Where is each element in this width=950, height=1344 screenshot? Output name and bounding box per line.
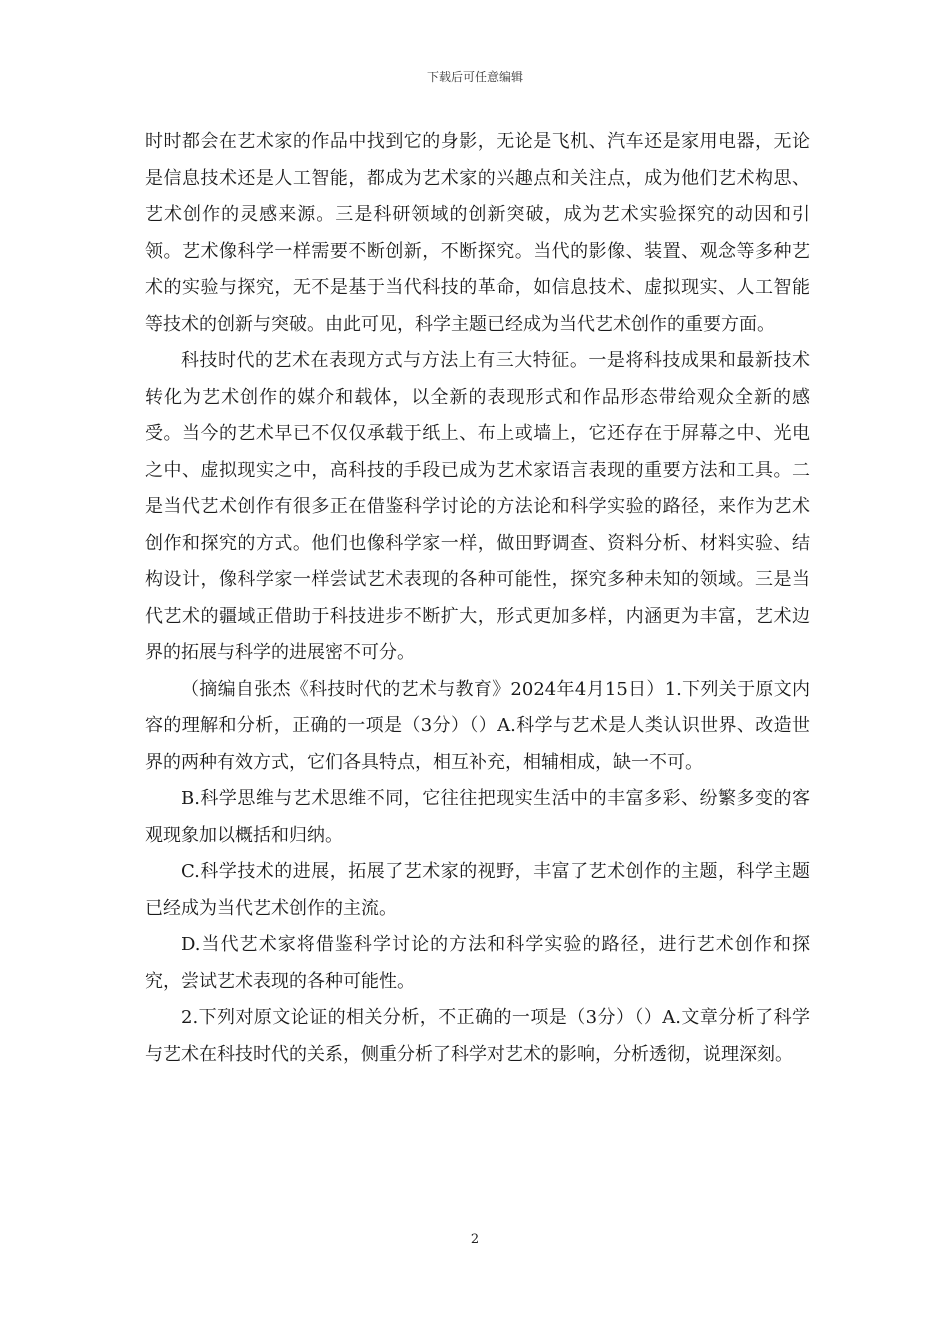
paragraph-source-question-1: （摘编自张杰《科技时代的艺术与教育》2024年4月15日）1.下列关于原文内容的理解和分析，正确的一项是（3分）（）A.科学与艺术是人类认识世界、改造世界的两种有效方式，它们各具特点，相互补充，相辅相成，缺一不可。 <box>145 678 810 773</box>
paragraph-option-c: C.科学技术的进展，拓展了艺术家的视野，丰富了艺术创作的主题，科学主题已经成为当代艺术创作的主流。 <box>145 861 810 919</box>
page-number: 2 <box>470 1232 480 1247</box>
paragraph-continuation: 时时都会在艺术家的作品中找到它的身影，无论是飞机、汽车还是家用电器，无论是信息技术还是人工智能，都成为艺术家的兴趣点和关注点，成为他们艺术构思、艺术创作的灵感来源。三是科研领域的创新突破，成为艺术实验探究的动因和引领。艺术像科学一样需要不断创新，不断探究。当代的影像、装置、观念等多种艺术的实验与探究，无不是基于当代科技的革命，如信息技术、虚拟现实、人工智能等技术的创新与突破。由此可见，科学主题已经成为当代艺术创作的重要方面。 <box>145 131 810 335</box>
paragraph-option-d: D.当代艺术家将借鉴科学讨论的方法和科学实验的路径，进行艺术创作和探究，尝试艺术表现的各种可能性。 <box>145 934 810 992</box>
paragraph-tech-era-art: 科技时代的艺术在表现方式与方法上有三大特征。一是将科技成果和最新技术转化为艺术创作的媒介和载体，以全新的表现形式和作品形态带给观众全新的感受。当今的艺术早已不仅仅承载于纸上、布上或墙上，它还存在于屏幕之中、光电之中、虚拟现实之中，高科技的手段已成为艺术家语言表现的重要方法和工具。二是当代艺术创作有很多正在借鉴科学讨论的方法论和科学实验的路径，来作为艺术创作和探究的方式。他们也像科学家一样，做田野调查、资料分析、材料实验、结构设计，像科学家一样尝试艺术表现的各种可能性，探究多种未知的领域。三是当代艺术的疆域正借助于科技进步不断扩大，形式更加多样，内涵更为丰富，艺术边界的拓展与科学的进展密不可分。 <box>145 350 810 663</box>
paragraph-question-2: 2.下列对原文论证的相关分析，不正确的一项是（3分）（）A.文章分析了科学与艺术在科技时代的关系，侧重分析了科学对艺术的影响，分析透彻，说理深刻。 <box>145 1007 810 1065</box>
document-body <box>145 124 810 1073</box>
page-header: 下载后可任意编辑 <box>426 70 523 84</box>
paragraph-option-b: B.科学思维与艺术思维不同，它往往把现实生活中的丰富多彩、纷繁多变的客观现象加以概括和归纳。 <box>145 788 810 846</box>
